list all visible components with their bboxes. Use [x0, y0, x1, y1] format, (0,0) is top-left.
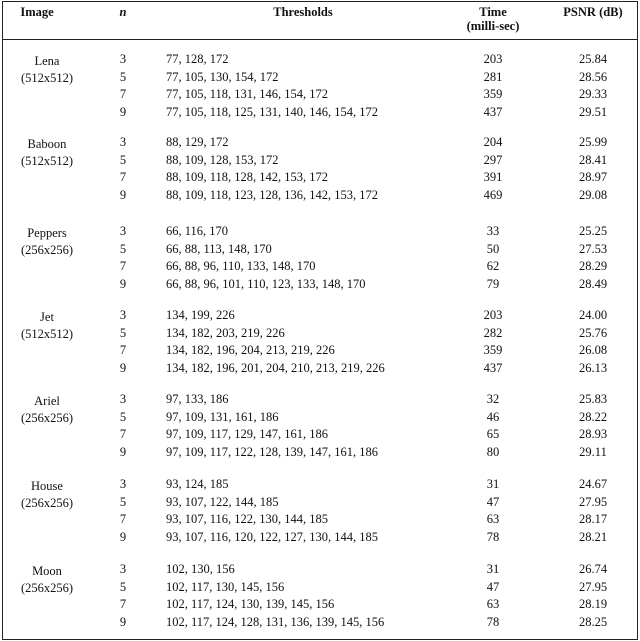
cell-time: 78 [486, 614, 500, 629]
cell-psnr: 28.56 [578, 69, 608, 84]
cell-thresholds: 102, 130, 156 [166, 562, 235, 576]
table-row [3, 86, 637, 104]
cell-psnr: 25.84 [578, 52, 608, 66]
table-row [3, 258, 637, 276]
header-thresholds: Thresholds [273, 5, 333, 19]
image-size: (256x256) [20, 581, 74, 595]
cell-thresholds: 66, 88, 96, 101, 110, 123, 133, 148, 170 [166, 276, 366, 291]
header-image: Image [20, 5, 54, 19]
cell-psnr: 28.41 [578, 152, 608, 167]
cell-thresholds: 134, 182, 203, 219, 226 [166, 325, 285, 340]
cell-n: 7 [119, 597, 127, 612]
cell-n: 5 [119, 579, 127, 594]
table-row [3, 444, 637, 462]
table-row [3, 596, 637, 614]
table-row [3, 614, 637, 632]
table-row [3, 104, 637, 122]
image-size: (256x256) [20, 243, 74, 257]
cell-n: 7 [119, 427, 127, 442]
cell-thresholds: 88, 109, 118, 128, 142, 153, 172 [166, 170, 329, 185]
cell-n: 3 [119, 308, 127, 322]
table-row [3, 561, 637, 579]
cell-n: 5 [119, 241, 127, 256]
cell-psnr: 24.67 [578, 477, 608, 491]
cell-psnr: 28.21 [578, 529, 608, 544]
cell-psnr: 27.53 [578, 241, 608, 256]
cell-time: 62 [486, 259, 500, 274]
cell-n: 3 [119, 562, 127, 576]
cell-time: 203 [483, 52, 503, 66]
cell-thresholds: 97, 109, 117, 122, 128, 139, 147, 161, 186 [166, 444, 379, 459]
image-group [3, 557, 637, 633]
image-group [3, 303, 637, 379]
cell-psnr: 28.25 [578, 614, 608, 629]
image-group [3, 387, 637, 463]
cell-thresholds: 77, 105, 118, 131, 146, 154, 172 [166, 87, 329, 102]
table-row [3, 223, 637, 241]
cell-n: 7 [119, 170, 127, 185]
cell-n: 3 [119, 52, 127, 66]
cell-n: 9 [119, 614, 127, 629]
cell-time: 32 [486, 392, 500, 406]
cell-psnr: 28.17 [578, 512, 608, 527]
cell-n: 9 [119, 444, 127, 459]
cell-thresholds: 134, 182, 196, 204, 213, 219, 226 [166, 343, 335, 358]
cell-n: 7 [119, 259, 127, 274]
cell-thresholds: 134, 199, 226 [166, 308, 235, 322]
cell-psnr: 28.97 [578, 170, 608, 185]
cell-time: 281 [483, 69, 503, 84]
cell-thresholds: 93, 107, 116, 120, 122, 127, 130, 144, 185 [166, 529, 379, 544]
cell-psnr: 25.25 [578, 224, 608, 238]
cell-thresholds: 97, 109, 131, 161, 186 [166, 409, 279, 424]
cell-thresholds: 102, 117, 124, 128, 131, 136, 139, 145, 156 [166, 614, 385, 629]
image-name: Jet [40, 310, 54, 324]
cell-psnr: 29.33 [578, 87, 608, 102]
table-row [3, 426, 637, 444]
image-name: Lena [34, 54, 60, 68]
cell-n: 9 [119, 187, 127, 202]
cell-psnr: 29.08 [578, 187, 608, 202]
cell-thresholds: 97, 109, 117, 129, 147, 161, 186 [166, 427, 329, 442]
cell-thresholds: 93, 107, 116, 122, 130, 144, 185 [166, 512, 329, 527]
header-time-line1: Time [479, 5, 507, 19]
table-row [3, 476, 637, 494]
cell-thresholds: 77, 128, 172 [166, 52, 229, 66]
cell-thresholds: 66, 88, 96, 110, 133, 148, 170 [166, 259, 316, 274]
cell-thresholds: 88, 129, 172 [166, 135, 229, 149]
image-group [3, 219, 637, 295]
image-size: (256x256) [20, 411, 74, 425]
cell-psnr: 25.99 [578, 135, 608, 149]
table-row [3, 579, 637, 597]
cell-psnr: 26.74 [578, 562, 608, 576]
cell-time: 31 [486, 562, 500, 576]
cell-psnr: 25.76 [578, 325, 608, 340]
cell-time: 297 [483, 152, 503, 167]
table-row [3, 152, 637, 170]
table-header [3, 2, 637, 40]
cell-thresholds: 134, 182, 196, 201, 204, 210, 213, 219, 226 [166, 360, 385, 375]
cell-time: 391 [483, 170, 503, 185]
image-name: Ariel [34, 394, 60, 408]
header-n: n [119, 5, 127, 19]
cell-thresholds: 66, 116, 170 [166, 224, 229, 238]
cell-time: 359 [483, 343, 503, 358]
cell-time: 63 [486, 512, 500, 527]
table-row [3, 134, 637, 152]
cell-thresholds: 102, 117, 124, 130, 139, 145, 156 [166, 597, 335, 612]
cell-n: 3 [119, 224, 127, 238]
cell-thresholds: 66, 88, 113, 148, 170 [166, 241, 272, 256]
cell-psnr: 28.19 [578, 597, 608, 612]
cell-time: 33 [486, 224, 500, 238]
cell-psnr: 29.51 [578, 104, 608, 119]
image-size: (512x512) [20, 154, 74, 168]
image-size: (256x256) [20, 496, 74, 510]
cell-n: 9 [119, 276, 127, 291]
cell-n: 5 [119, 494, 127, 509]
table-row [3, 342, 637, 360]
table-row [3, 241, 637, 259]
cell-time: 79 [486, 276, 500, 291]
cell-time: 47 [486, 579, 500, 594]
header-psnr: PSNR (dB) [563, 5, 623, 19]
cell-time: 31 [486, 477, 500, 491]
cell-psnr: 26.13 [578, 360, 608, 375]
cell-time: 78 [486, 529, 500, 544]
cell-time: 437 [483, 360, 503, 375]
cell-thresholds: 93, 124, 185 [166, 477, 229, 491]
image-group [3, 472, 637, 548]
table-row [3, 187, 637, 205]
cell-thresholds: 93, 107, 122, 144, 185 [166, 494, 279, 509]
cell-thresholds: 88, 109, 128, 153, 172 [166, 152, 279, 167]
table-row [3, 276, 637, 294]
cell-thresholds: 88, 109, 118, 123, 128, 136, 142, 153, 172 [166, 187, 379, 202]
cell-time: 204 [483, 135, 503, 149]
cell-thresholds: 77, 105, 118, 125, 131, 140, 146, 154, 172 [166, 104, 379, 119]
cell-thresholds: 77, 105, 130, 154, 172 [166, 69, 279, 84]
cell-n: 7 [119, 343, 127, 358]
image-size: (512x512) [20, 71, 74, 85]
cell-psnr: 27.95 [578, 579, 608, 594]
table-row [3, 529, 637, 547]
cell-n: 7 [119, 87, 127, 102]
image-name: House [31, 479, 63, 493]
cell-n: 7 [119, 512, 127, 527]
cell-n: 3 [119, 135, 127, 149]
table-row [3, 409, 637, 427]
table-row [3, 494, 637, 512]
cell-n: 9 [119, 529, 127, 544]
cell-time: 80 [486, 444, 500, 459]
cell-time: 65 [486, 427, 500, 442]
image-name: Moon [32, 564, 62, 578]
header-time-line2: (milli-sec) [466, 19, 520, 33]
cell-thresholds: 97, 133, 186 [166, 392, 229, 406]
cell-time: 63 [486, 597, 500, 612]
cell-psnr: 28.29 [578, 259, 608, 274]
cell-time: 437 [483, 104, 503, 119]
cell-psnr: 28.93 [578, 427, 608, 442]
cell-n: 3 [119, 392, 127, 406]
cell-time: 47 [486, 494, 500, 509]
cell-n: 5 [119, 409, 127, 424]
table-row [3, 69, 637, 87]
image-name: Baboon [27, 137, 67, 151]
cell-psnr: 28.49 [578, 276, 608, 291]
table-row [3, 169, 637, 187]
cell-time: 46 [486, 409, 500, 424]
cell-n: 5 [119, 69, 127, 84]
cell-time: 359 [483, 87, 503, 102]
table-row [3, 360, 637, 378]
image-size: (512x512) [20, 327, 74, 341]
table-row [3, 511, 637, 529]
image-group [3, 130, 637, 206]
image-group [3, 47, 637, 123]
cell-time: 203 [483, 308, 503, 322]
results-table [2, 1, 638, 640]
cell-thresholds: 102, 117, 130, 145, 156 [166, 579, 285, 594]
cell-time: 50 [486, 241, 500, 256]
cell-psnr: 24.00 [578, 308, 608, 322]
cell-time: 282 [483, 325, 503, 340]
cell-time: 469 [483, 187, 503, 202]
cell-n: 9 [119, 360, 127, 375]
table-row [3, 307, 637, 325]
image-name: Peppers [27, 226, 67, 240]
header-time [458, 5, 528, 33]
cell-psnr: 28.22 [578, 409, 608, 424]
table-row [3, 51, 637, 69]
cell-n: 5 [119, 152, 127, 167]
cell-psnr: 29.11 [579, 444, 607, 459]
cell-psnr: 26.08 [578, 343, 608, 358]
cell-psnr: 27.95 [578, 494, 608, 509]
table-row [3, 325, 637, 343]
cell-n: 5 [119, 325, 127, 340]
table-row [3, 391, 637, 409]
cell-n: 3 [119, 477, 127, 491]
cell-n: 9 [119, 104, 127, 119]
cell-psnr: 25.83 [578, 392, 608, 406]
